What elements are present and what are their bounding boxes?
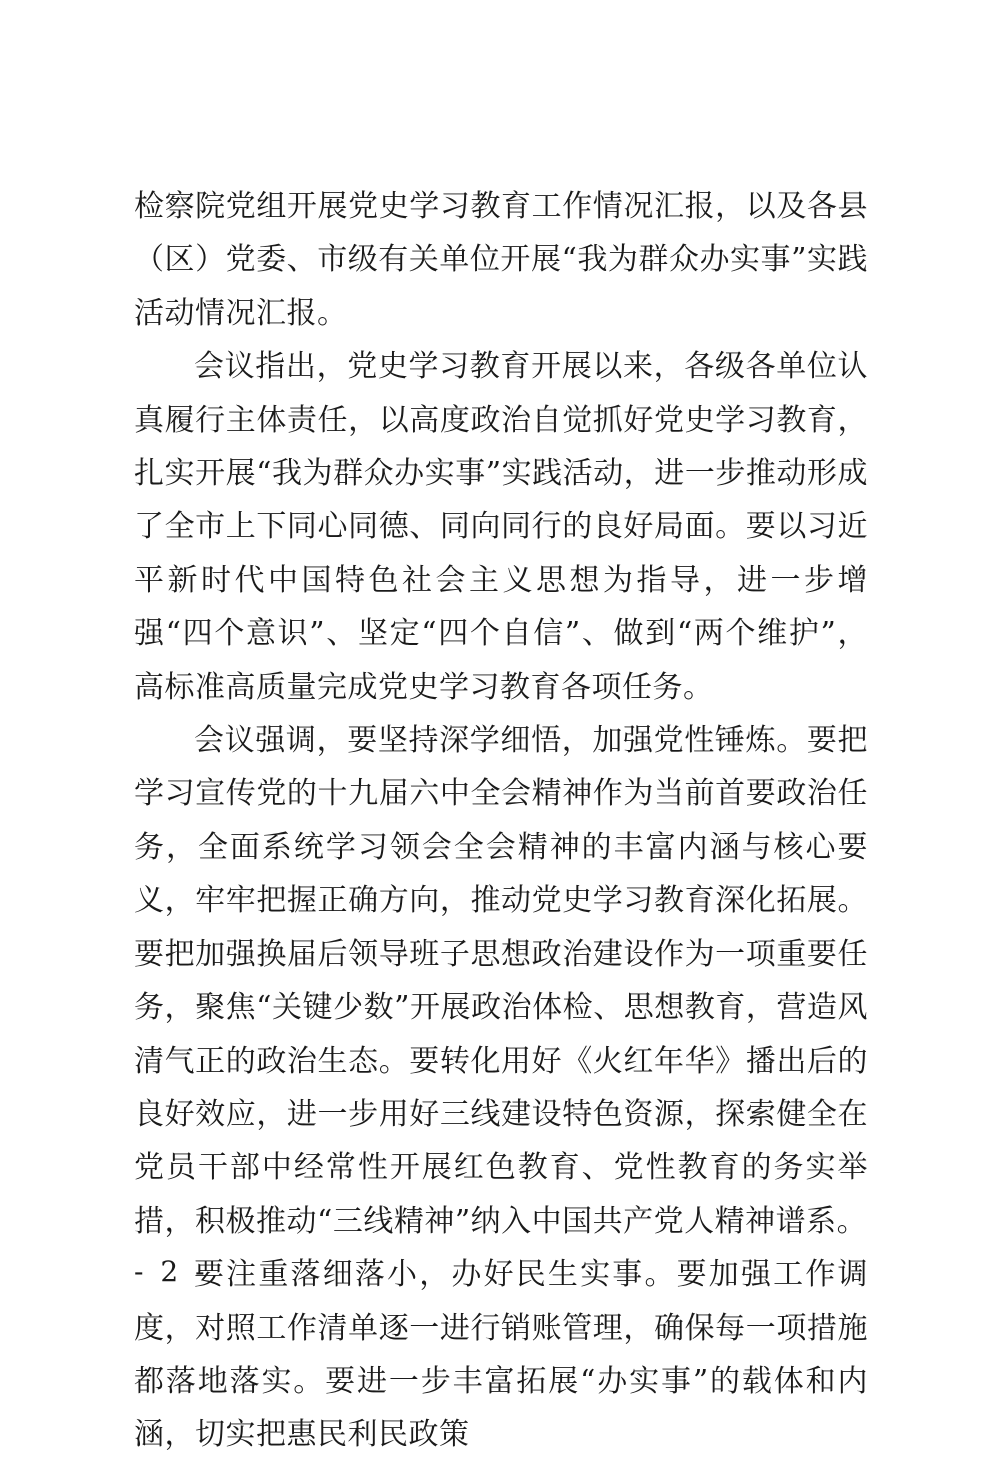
page-number: - 2 - bbox=[134, 1255, 209, 1288]
paragraph-livelihood: 要注重落细落小，办好民生实事。要加强工作调度，对照工作清单逐一进行销账管理，确保每一项措施都落地落实。要进一步丰富拓展“办实事”的载体和内涵，切实把惠民利民政策 bbox=[134, 1257, 868, 1453]
paragraph-continuation: 检察院党组开展党史学习教育工作情况汇报，以及各县（区）党委、市级有关单位开展“我为群众办实事”实践活动情况汇报。 bbox=[134, 189, 868, 331]
paragraph-meeting-emphasized: 会议强调，要坚持深学细悟，加强党性锤炼。要把学习宣传党的十九届六中全会精神作为当前首要政治任务，全面系统学习领会全会精神的丰富内涵与核心要义，牢牢把握正确方向，推动党史学习教育深化拓展。要把加强换届后领导班子思想政治建设作为一项重要任务，聚焦“关键少数”开展政治体检、思想教育，营造风清气正的政治生态。要转化用好《火红年华》播出后的良好效应，进一步用好三线建设特色资源，探索健全在党员干部中经常性开展红色教育、党性教育的务实举措，积极推动“三线精神”纳入中国共产党人精神谱系。 bbox=[134, 723, 868, 1239]
paragraph-meeting-pointed-out: 会议指出，党史学习教育开展以来，各级各单位认真履行主体责任，以高度政治自觉抓好党史学习教育，扎实开展“我为群众办实事”实践活动，进一步推动形成了全市上下同心同德、同向同行的良好局面。要以习近平新时代中国特色社会主义思想为指导，进一步增强“四个意识”、坚定“四个自信”、做到“两个维护”，高标准高质量完成党史学习教育各项任务。 bbox=[134, 349, 868, 705]
body-text bbox=[134, 180, 868, 1462]
